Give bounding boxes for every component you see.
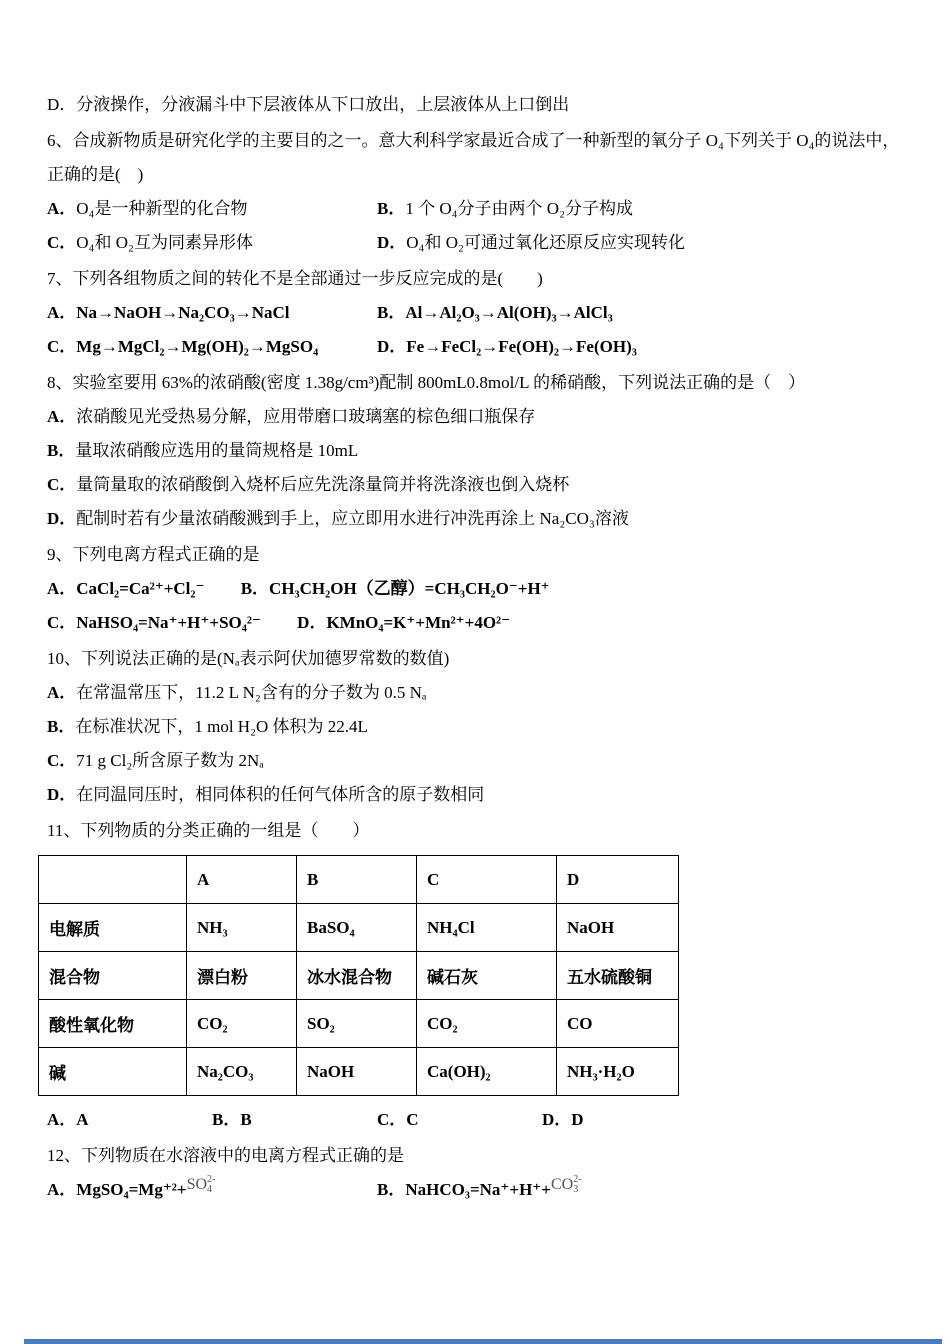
row-label: 碱 (39, 1048, 187, 1096)
option-text: 量取浓硝酸应选用的量筒规格是 10mL (75, 441, 359, 460)
question-11-answer-a (47, 1103, 212, 1137)
table-row (39, 904, 679, 952)
table-cell: 漂白粉 (187, 952, 297, 1000)
option-letter: A． (47, 303, 77, 322)
question-7-option-b (377, 296, 904, 330)
option-text: Al→Al₂O₃→Al(OH)₃→AlCl₃ (405, 303, 613, 322)
question-12-option-a (47, 1173, 377, 1208)
option-letter: A． (47, 579, 77, 598)
question-12-option-b (377, 1173, 904, 1208)
question-11-answers (47, 1103, 904, 1137)
question-9-option-a (47, 572, 204, 606)
question-7-options (47, 296, 904, 364)
option-letter: D． (377, 337, 407, 356)
formula-superscript: 2- (573, 1174, 582, 1186)
table-cell: Ca(OH)₂ (417, 1048, 557, 1096)
table-cell: CO₂ (417, 1000, 557, 1048)
row-label: 酸性氧化物 (39, 1000, 187, 1048)
question-6 (47, 124, 904, 260)
question-11-answer-b (212, 1103, 377, 1137)
option-letter: A． (47, 199, 77, 218)
option-letter: B． (47, 717, 76, 736)
table-cell: NH₃ (187, 904, 297, 952)
option-text: Na→NaOH→Na₂CO₃→NaCl (76, 303, 290, 322)
option-text: O₄是一种新型的化合物 (76, 199, 248, 218)
option-text: C (406, 1110, 419, 1129)
option-letter: D． (297, 613, 327, 632)
question-7 (47, 262, 904, 364)
table-cell: SO₂ (297, 1000, 417, 1048)
question-9-options-ab (47, 572, 904, 606)
classification-table (38, 855, 679, 1096)
question-8-option-d (47, 502, 904, 536)
option-text: O₄和 O₂可通过氧化还原反应实现转化 (406, 233, 685, 252)
option-text: CH₃CH₂OH（乙醇）=CH₃CH₂O⁻+H⁺ (269, 579, 550, 598)
option-letter: A． (47, 1180, 77, 1199)
option-text: NaHSO₄=Na⁺+H⁺+SO₄²⁻ (76, 613, 261, 632)
table-header-cell: A (187, 856, 297, 904)
formula-superscript: 2- (207, 1174, 216, 1186)
question-6-option-d (377, 226, 904, 260)
question-11-stem: 11、下列物质的分类正确的一组是（ ） (47, 821, 370, 840)
option-text: 在标准状况下，1 mol H₂O 体积为 22.4L (75, 717, 368, 736)
question-9-stem: 9、下列电离方程式正确的是 (47, 545, 260, 564)
table-header-cell (39, 856, 187, 904)
question-7-option-d (377, 330, 904, 364)
option-text: 71 g Cl₂所含原子数为 2Nₐ (76, 751, 264, 770)
question-10 (47, 642, 904, 812)
question-9-options-cd (47, 606, 904, 640)
option-letter: C． (47, 337, 77, 356)
question-8-option-b (47, 434, 904, 468)
table-header-cell: B (297, 856, 417, 904)
table-header-cell: C (417, 856, 557, 904)
option-letter: A． (47, 683, 77, 702)
question-12 (47, 1139, 904, 1208)
table-cell: 冰水混合物 (297, 952, 417, 1000)
embedded-formula (550, 1174, 582, 1196)
table-cell: Na₂CO₃ (187, 1048, 297, 1096)
question-11-answer-c (377, 1103, 542, 1137)
option-text: KMnO₄=K⁺+Mn²⁺+4O²⁻ (326, 613, 511, 632)
table-cell: CO₂ (187, 1000, 297, 1048)
question-8-option-a (47, 400, 904, 434)
table-row (39, 1048, 679, 1096)
table-row (39, 952, 679, 1000)
question-7-option-c (47, 330, 377, 364)
question-11-answer-d (542, 1103, 707, 1137)
option-text: Mg→MgCl₂→Mg(OH)₂→MgSO₄ (76, 337, 319, 356)
question-9 (47, 538, 904, 640)
question-9-option-b (241, 572, 550, 606)
question-6-option-c (47, 226, 377, 260)
question-7-stem: 7、下列各组物质之间的转化不是全部通过一步反应完成的是( ) (47, 269, 543, 288)
option-letter: C． (47, 475, 77, 494)
option-text: 在同温同压时，相同体积的任何气体所含的原子数相同 (76, 785, 485, 804)
option-letter: D． (377, 233, 407, 252)
option-text: A (76, 1110, 89, 1129)
option-letter: A． (47, 1110, 77, 1129)
option-text: NaHCO₃=Na⁺+H⁺+ (405, 1180, 551, 1199)
question-6-option-b (377, 192, 904, 226)
option-text: 1 个 O₄分子由两个 O₂分子构成 (405, 199, 634, 218)
question-10-option-b (47, 710, 904, 744)
table-cell: CO (557, 1000, 679, 1048)
question-6-stem: 6、合成新物质是研究化学的主要目的之一。意大利科学家最近合成了一种新型的氧分子 O₄下列关于 O₄的说法中，正确的是( ) (47, 131, 900, 184)
option-text: Fe→FeCl₂→Fe(OH)₂→Fe(OH)₃ (406, 337, 637, 356)
option-letter: B． (212, 1110, 241, 1129)
question-9-option-c (47, 606, 261, 640)
question-8-stem: 8、实验室要用 63%的浓硝酸(密度 1.38g/cm³)配制 800mL0.8mol/L 的稀硝酸，下列说法正确的是（ ） (47, 373, 806, 392)
formula-scripts (207, 1175, 215, 1195)
question-6-options (47, 192, 904, 260)
embedded-formula (186, 1174, 216, 1196)
formula-subscript: 3 (573, 1184, 579, 1196)
question-9-option-d (297, 606, 510, 640)
option-letter: D． (542, 1110, 572, 1129)
formula-base: CO (550, 1176, 574, 1193)
selection-highlight-bar (24, 1339, 942, 1344)
table-cell: NH₄Cl (417, 904, 557, 952)
formula-scripts (573, 1175, 581, 1195)
option-letter: D． (47, 509, 77, 528)
option-letter: B． (47, 441, 76, 460)
option-text: CaCl₂=Ca²⁺+Cl₂⁻ (76, 579, 205, 598)
option-letter: D． (47, 785, 77, 804)
question-11 (47, 814, 904, 1137)
option-text: B (240, 1110, 252, 1129)
option-text: O₄和 O₂互为同素异形体 (76, 233, 253, 252)
option-letter: C． (377, 1110, 407, 1129)
table-cell: 碱石灰 (417, 952, 557, 1000)
table-cell: 五水硫酸铜 (557, 952, 679, 1000)
question-10-stem: 10、下列说法正确的是(Nₐ表示阿伏加德罗常数的数值) (47, 649, 450, 668)
table-header-row (39, 856, 679, 904)
option-text: 配制时若有少量浓硝酸溅到手上，应立即用水进行冲洗再涂上 Na₂CO₃溶液 (76, 509, 629, 528)
question-10-option-a (47, 676, 904, 710)
option-letter: C． (47, 613, 77, 632)
question-12-options (47, 1173, 904, 1208)
option-letter: A． (47, 407, 77, 426)
option-letter: B． (377, 1180, 406, 1199)
option-letter: C． (47, 233, 77, 252)
table-cell: NaOH (297, 1048, 417, 1096)
question-8 (47, 366, 904, 536)
option-letter: B． (377, 199, 406, 218)
question-7-option-a (47, 296, 377, 330)
option-letter: C． (47, 751, 77, 770)
row-label: 电解质 (39, 904, 187, 952)
option-text: 在常温常压下，11.2 L N₂含有的分子数为 0.5 Nₐ (76, 683, 427, 702)
table-header-cell: D (557, 856, 679, 904)
option-text: MgSO₄=Mg⁺²+ (76, 1180, 187, 1199)
table-cell: BaSO₄ (297, 904, 417, 952)
row-label: 混合物 (39, 952, 187, 1000)
table-cell: NH₃·H₂O (557, 1048, 679, 1096)
formula-base: SO (186, 1176, 208, 1193)
option-text: 浓硝酸见光受热易分解，应用带磨口玻璃塞的棕色细口瓶保存 (76, 407, 536, 426)
question-10-option-d (47, 778, 904, 812)
question-10-option-c (47, 744, 904, 778)
table-row (39, 1000, 679, 1048)
option-letter: B． (377, 303, 406, 322)
question-6-option-a (47, 192, 377, 226)
table-cell: NaOH (557, 904, 679, 952)
option-text: 量筒量取的浓硝酸倒入烧杯后应先洗涤量筒并将洗涤液也倒入烧杯 (76, 475, 570, 494)
question-8-option-c (47, 468, 904, 502)
question-12-stem: 12、下列物质在水溶液中的电离方程式正确的是 (47, 1146, 404, 1165)
option-letter: B． (240, 579, 270, 598)
q5-option-d: D．分液操作，分液漏斗中下层液体从下口放出，上层液体从上口倒出 (47, 95, 570, 114)
option-text: D (571, 1110, 584, 1129)
formula-subscript: 4 (207, 1184, 213, 1196)
